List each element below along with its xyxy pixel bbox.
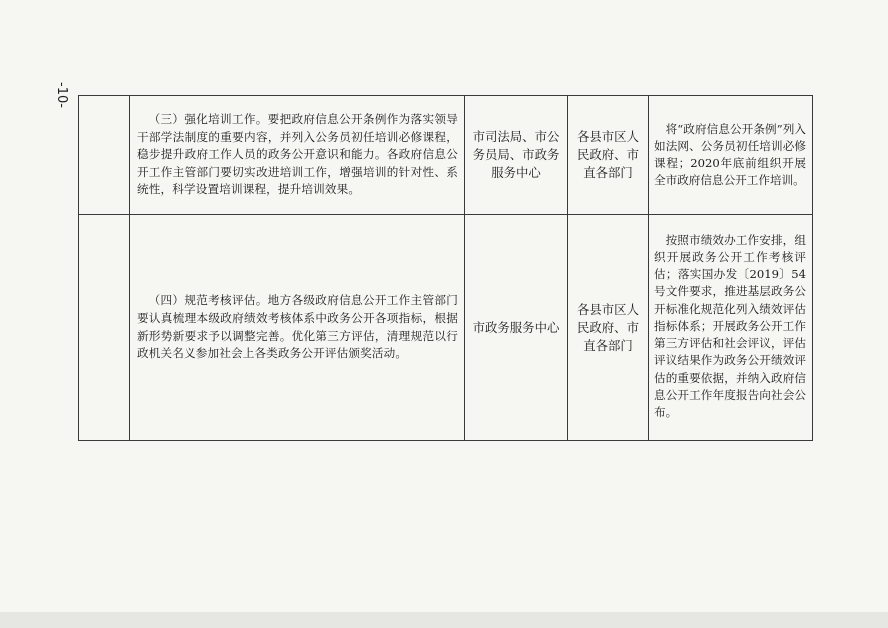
responsible-unit-cell	[568, 96, 649, 215]
lead-unit-text: 市司法局、市公务员局、市政务服务中心	[472, 129, 560, 180]
measure-cell	[130, 96, 465, 215]
responsible-unit-text: 各县市区人民政府、市直各部门	[577, 301, 639, 353]
measure-cell	[130, 215, 465, 441]
table-row	[79, 96, 813, 215]
table-row	[79, 215, 813, 441]
page-number: -10-	[54, 82, 69, 108]
note-text: 将“政府信息公开条例”列入如法网、公务员初任培训必修课程；2020年底前组织开展全市政府信息公开工作培训。	[654, 121, 806, 188]
lead-unit-cell	[465, 96, 568, 215]
lead-unit-text: 市政务服务中心	[472, 319, 560, 335]
measure-text: （四）规范考核评估。地方各级政府信息公开工作主管部门要认真梳理本级政府绩效考核体系中政务公开各项指标，根据新形势新要求予以调整完善。优化第三方评估，清理规范以行政机关名义参加社会上各类政务公开评估颁奖活动。	[137, 293, 458, 361]
lead-unit-cell	[465, 215, 568, 441]
responsible-unit-text: 各县市区人民政府、市直各部门	[577, 129, 639, 180]
responsible-unit-cell	[568, 215, 649, 441]
measure-text: （三）强化培训工作。要把政府信息公开条例作为落实领导干部学法制度的重要内容，并列入公务员初任培训必修课程，稳步提升政府工作人员的政务公开意识和能力。各政府信息公开工作主管部门要切实改进培训工作，增强培训的针对性、系统性，科学设置培训课程，提升培训效果。	[137, 112, 458, 197]
category-cell	[79, 96, 130, 215]
note-text: 按照市绩效办工作安排，组织开展政务公开工作考核评估；落实国办发〔2019〕54号文件要求，推进基层政务公开标准化规范化列入绩效评估指标体系；开展政务公开工作第三方评估和社会评议，评估评议结果作为政务公开绩效评估的重要依据，并纳入政府信息公开工作年度报告向社会公布。	[654, 232, 806, 419]
note-cell	[649, 215, 813, 441]
task-table	[78, 95, 813, 441]
category-cell	[79, 215, 130, 441]
scan-edge	[0, 612, 888, 628]
note-cell	[649, 96, 813, 215]
